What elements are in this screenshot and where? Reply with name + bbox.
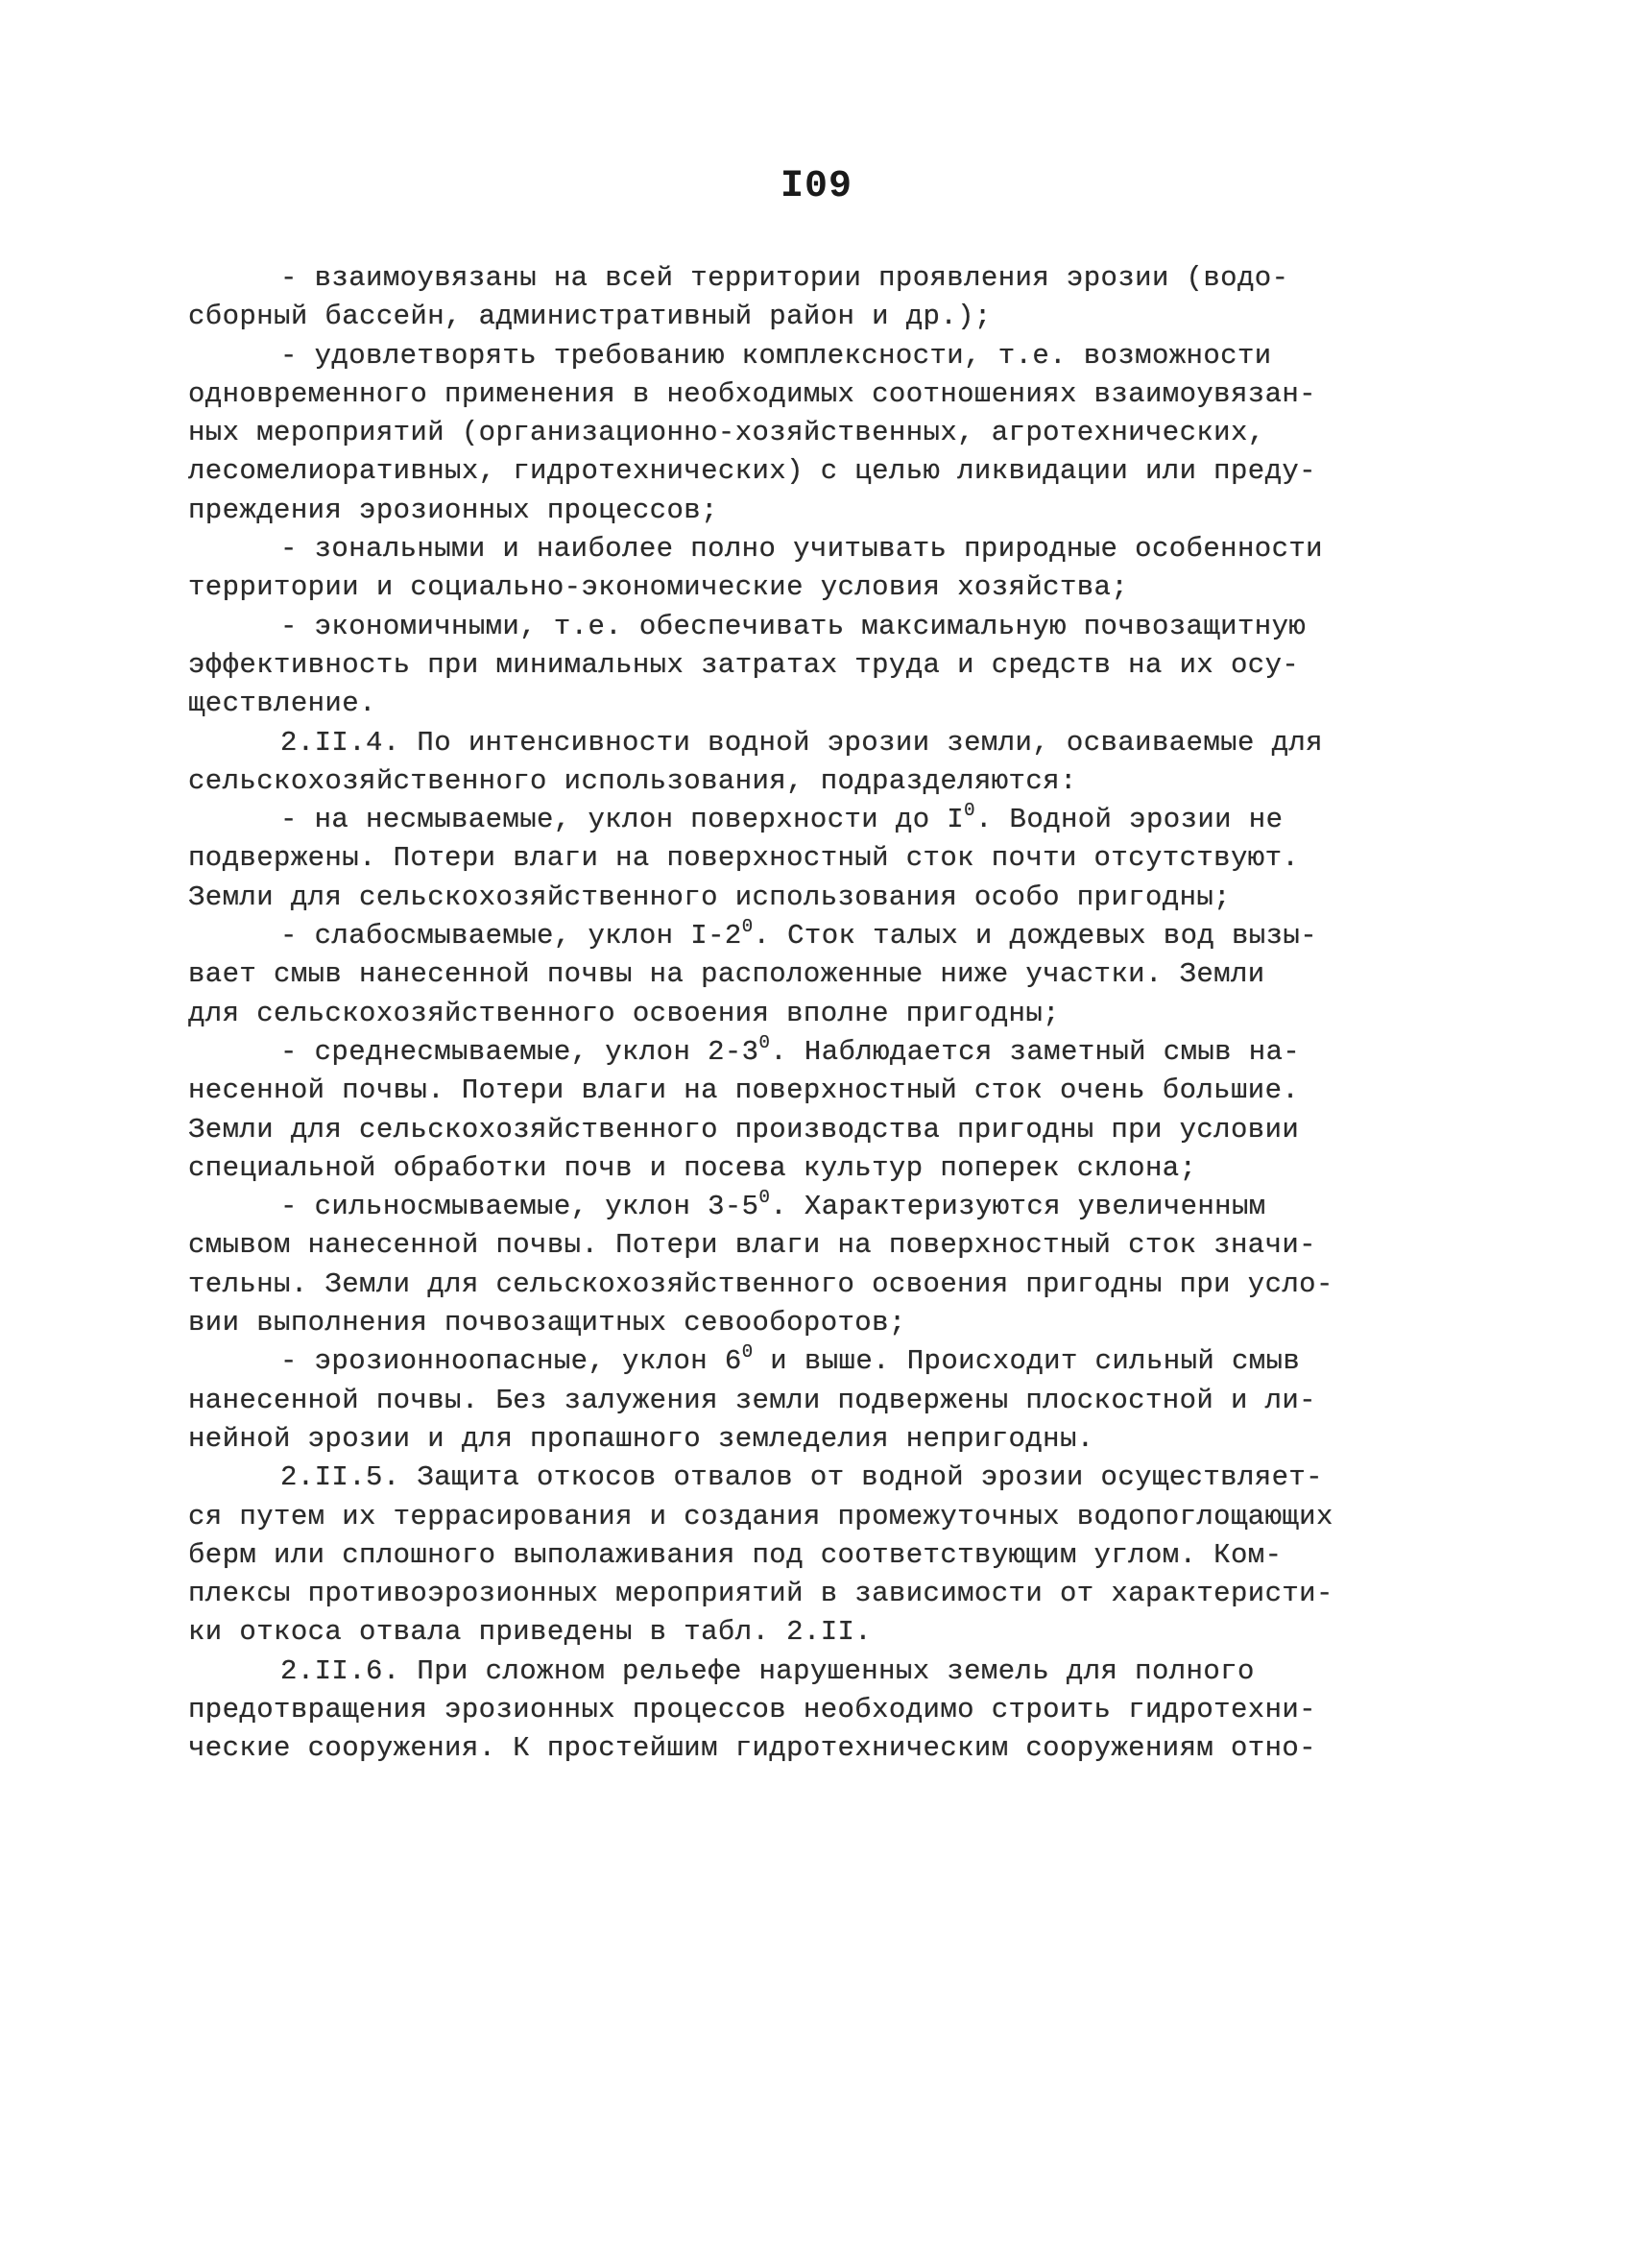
text-line [188,1266,1446,1304]
text-line-content: нанесенной почвы. Без залужения земли подвержены плоскостной и ли- [188,1384,1316,1416]
text-line-content: плексы противоэрозионных мероприятий в зависимости от характеристи- [188,1578,1333,1610]
text-line-content: тельны. Земли для сельскохозяйственного освоения пригодны при усло- [188,1267,1333,1300]
text-line-content: - удовлетворять требованию комплексности, т.е. возможности [280,339,1272,372]
text-line [188,1459,1446,1497]
text-line [188,1149,1446,1188]
text-line-content: нейной эрозии и для пропашного земледелия непригодны. [188,1422,1094,1455]
degree-superscript: 0 [758,1187,771,1209]
text-line-content: - слабосмываемые, уклон I-2 [280,920,742,953]
text-line [188,685,1446,723]
text-line [188,879,1446,917]
text-line [188,839,1446,878]
text-line-content: лесомелиоративных, гидротехнических) с целью ликвидации или преду- [188,455,1316,488]
text-line [188,995,1446,1033]
text-line-continuation: . Наблюдается заметный смыв на- [770,1035,1301,1068]
text-line-content: Земли для сельскохозяйственного производства пригодны при условии [188,1113,1300,1146]
text-line [188,337,1446,375]
text-line-continuation: и выше. Происходит сильный смыв [753,1345,1301,1378]
text-line [188,298,1446,336]
text-line-continuation: . Сток талых и дождевых вод вызы- [753,920,1317,953]
text-line [188,1498,1446,1536]
text-line [188,1691,1446,1729]
text-line [188,1382,1446,1420]
text-line [188,1342,1446,1381]
degree-superscript: 0 [964,800,975,822]
text-line-content: 2.II.4. По интенсивности водной эрозии земли, осваиваемые для [280,726,1323,759]
text-line-content: предотвращения эрозионных процессов необходимо строить гидротехни- [188,1693,1316,1725]
text-line [188,452,1446,491]
text-line-continuation: . Водной эрозии не [974,804,1284,836]
text-line [188,414,1446,452]
text-line [188,917,1446,955]
text-line [188,608,1446,646]
degree-superscript: 0 [741,916,754,938]
text-line-content: для сельскохозяйственного освоения вполне пригодны; [188,997,1060,1029]
body-text [188,259,1446,1769]
text-line [188,762,1446,801]
text-line-content: ных мероприятий (организационно-хозяйственных, агротехнических, [188,417,1265,449]
degree-superscript: 0 [758,1031,771,1053]
text-line-content: - зональными и наиболее полно учитывать природные особенности [280,533,1323,566]
text-line-content: специальной обработки почв и посева культур поперек склона; [188,1151,1197,1184]
text-line-content: сборный бассейн, административный район и др.); [188,301,992,333]
text-line [188,646,1446,685]
text-line-content: подвержены. Потери влаги на поверхностный сток почти отсутствуют. [188,842,1300,875]
text-line [188,1613,1446,1652]
text-line-content: несенной почвы. Потери влаги на поверхностный сток очень большие. [188,1074,1300,1107]
text-line-content: территории и социально-экономические условия хозяйства; [188,571,1129,604]
text-line-content: Земли для сельскохозяйственного использования особо пригодны; [188,881,1231,913]
text-line [188,724,1446,762]
text-line-content: ществление. [188,688,376,720]
text-line-content: - взаимоувязаны на всей территории проявления эрозии (водо- [280,262,1289,294]
text-line-content: - экономичными, т.е. обеспечивать максимальную почвозащитную [280,610,1307,642]
text-line-content: вает смыв нанесенной почвы на расположенные ниже участки. Земли [188,958,1265,991]
text-line [188,955,1446,994]
text-line-content: - эрозионноопасные, уклон 6 [280,1345,742,1378]
text-line [188,1072,1446,1110]
text-line [188,375,1446,414]
text-line-content: 2.II.6. При сложном рельефе нарушенных земель для полного [280,1654,1255,1687]
text-line [188,568,1446,607]
text-line [188,1033,1446,1072]
text-line [188,1536,1446,1575]
text-line-content: смывом нанесенной почвы. Потери влаги на поверхностный сток значи- [188,1229,1316,1262]
text-line-content: вии выполнения почвозащитных севооборотов; [188,1307,906,1339]
text-line [188,1575,1446,1613]
text-line-content: - на несмываемые, уклон поверхности до I [280,804,965,836]
text-line [188,530,1446,568]
text-line [188,1420,1446,1459]
text-line [188,259,1446,298]
text-line-content: 2.II.5. Защита откосов отвалов от водной эрозии осуществляет- [280,1461,1323,1494]
text-line-content: одновременного применения в необходимых соотношениях взаимоувязан- [188,377,1316,410]
text-line-content: эффективность при минимальных затратах труда и средств на их осу- [188,648,1300,681]
text-line-content: сельскохозяйственного использования, подразделяются: [188,764,1077,797]
text-line [188,801,1446,839]
text-line [188,1304,1446,1342]
degree-superscript: 0 [741,1341,754,1363]
text-line-content: ся путем их террасирования и создания промежуточных водопоглощающих [188,1500,1333,1532]
text-line-content: преждения эрозионных процессов; [188,494,718,526]
text-line-content: - сильносмываемые, уклон 3-5 [280,1191,759,1223]
text-line [188,1729,1446,1768]
text-line-content: ческие сооружения. К простейшим гидротехническим сооружениям отно- [188,1732,1316,1765]
page-number: I09 [780,165,853,208]
text-line-content: берм или сплошного выполаживания под соответствующим углом. Ком- [188,1538,1283,1571]
text-line [188,1653,1446,1691]
text-line [188,492,1446,530]
text-line-content: - среднесмываемые, уклон 2-3 [280,1035,759,1068]
text-line [188,1226,1446,1265]
text-line [188,1111,1446,1149]
text-line [188,1188,1446,1226]
text-line-continuation: . Характеризуются увеличенным [770,1191,1266,1223]
text-line-content: ки откоса отвала приведены в табл. 2.II. [188,1616,873,1649]
